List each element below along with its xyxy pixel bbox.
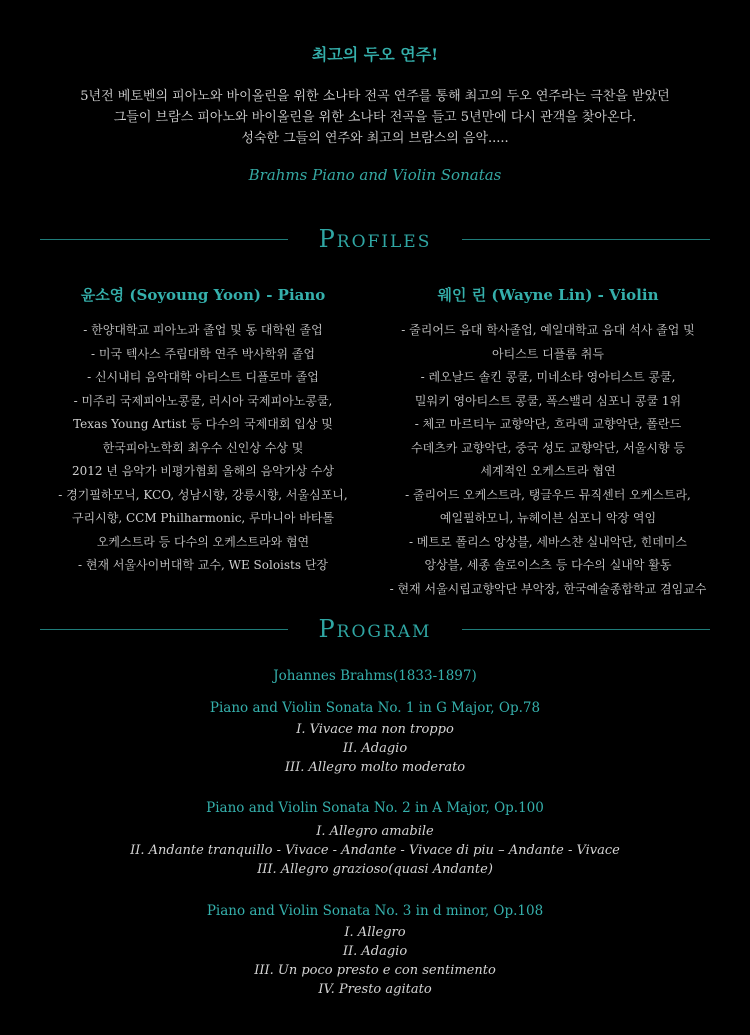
intro-subtitle: Brahms Piano and Violin Sonatas: [248, 166, 502, 184]
profile-item: Texas Young Artist 등 다수의 국제대회 입상 및: [73, 417, 333, 431]
movement: II. Adagio: [342, 741, 408, 756]
intro-title: 최고의 두오 연주!: [311, 45, 439, 64]
profile-item: - 체코 마르티누 교향악단, 흐라덱 교향악단, 폴란드: [414, 417, 682, 431]
profile-item: - 미주리 국제피아노콩쿨, 러시아 국제피아노콩쿨,: [73, 393, 333, 408]
composer: Johannes Brahms(1833-1897): [273, 668, 477, 684]
profile-violin-name: 웨인 린 (Wayne Lin) - Violin: [437, 286, 659, 304]
movement: III. Un poco presto e con sentimento: [254, 963, 496, 978]
divider-line: [40, 239, 288, 240]
profile-item: 아티스트 디플롬 취득: [492, 346, 604, 361]
intro-paragraph: [0, 86, 750, 149]
profile-violin: [378, 284, 718, 601]
intro-line: 그들이 브람스 피아노와 바이올린을 위한 소나타 전곡을 들고 5년만에 다시 관객을 찾아온다.: [113, 110, 637, 125]
divider-line: [40, 629, 288, 630]
profile-item: 2012 년 음악가 비평가협회 올해의 음악가상 수상: [71, 464, 335, 478]
sonata-title: Piano and Violin Sonata No. 3 in d minor, Op.108: [206, 903, 544, 919]
profile-item: - 메트로 폴리스 앙상블, 세바스챤 실내악단, 힌데미스: [408, 534, 687, 549]
intro-line: 성숙한 그들의 연주와 최고의 브람스의 음악.....: [241, 131, 509, 146]
movement: II. Adagio: [342, 944, 408, 959]
movement: III. Allegro grazioso(quasi Andante): [257, 862, 493, 877]
sonata-title: Piano and Violin Sonata No. 1 in G Major, Op.78: [209, 700, 541, 716]
profile-item: - 레오날드 솔킨 콩쿨, 미네소타 영아티스트 콩쿨,: [420, 370, 676, 384]
movement: I. Allegro amabile: [316, 824, 434, 839]
movement: I. Allegro: [344, 925, 406, 940]
profile-item: - 미국 텍사스 주립대학 연주 박사학위 졸업: [90, 346, 315, 361]
profile-item: 세계적인 오케스트라 협연: [480, 464, 616, 478]
program-heading: [0, 614, 750, 644]
profile-item: 오케스트라 등 다수의 오케스트라와 협연: [96, 534, 310, 549]
intro-line: 5년전 베토벤의 피아노와 바이올린을 위한 소나타 전곡 연주를 통해 최고의 두오 연주라는 극찬을 받았던: [80, 89, 670, 104]
profile-item: 앙상블, 세종 솔로이스츠 등 다수의 실내악 활동: [424, 558, 672, 572]
sonata-title: Piano and Violin Sonata No. 2 in A Major, Op.100: [206, 800, 544, 816]
profile-item: - 현재 서울시립교향악단 부악장, 한국예술종합학교 겸임교수: [389, 581, 707, 596]
profile-piano-list: [33, 319, 373, 578]
profile-violin-list: [378, 319, 718, 601]
profile-item: - 줄리어드 음대 학사졸업, 예일대학교 음대 석사 졸업 및: [401, 323, 695, 337]
sonata-block: [0, 700, 750, 777]
profiles-heading: [0, 224, 750, 254]
profiles-heading-label: Profiles: [318, 225, 432, 253]
movement: III. Allegro molto moderato: [284, 760, 466, 775]
profile-item: 구리시향, CCM Philharmonic, 루마니아 바타톨: [71, 511, 335, 525]
profile-item: - 경기필하모닉, KCO, 성남시향, 강릉시향, 서울심포니,: [58, 487, 348, 502]
movement: I. Vivace ma non troppo: [296, 722, 454, 737]
sonata-block: [0, 903, 750, 999]
profile-item: - 한양대학교 피아노과 졸업 및 동 대학원 졸업: [83, 323, 323, 337]
profile-item: 예일필하모니, 뉴헤이븐 심포니 악장 역임: [439, 511, 657, 525]
profile-item: - 현재 서울사이버대학 교수, WE Soloists 단장: [77, 558, 329, 572]
profile-piano: [33, 284, 373, 578]
profile-piano-name: 윤소영 (Soyoung Yoon) - Piano: [80, 286, 326, 304]
profile-item: 수데츠카 교향악단, 중국 성도 교향악단, 서울시향 등: [411, 440, 685, 455]
divider-line: [462, 239, 710, 240]
movement: IV. Presto agitato: [318, 982, 432, 997]
profile-item: - 신시내티 음악대학 아티스트 디플로마 졸업: [87, 370, 319, 384]
profile-item: 밀워키 영아티스트 콩쿨, 폭스밸리 심포니 콩쿨 1위: [414, 393, 682, 408]
movement: II. Andante tranquillo - Vivace - Andante - Vivace di piu – Andante - Vivace: [130, 843, 620, 858]
profile-item: - 줄리어드 오케스트라, 탱글우드 뮤직센터 오케스트라,: [405, 487, 691, 502]
sonata-block: [0, 800, 750, 879]
program-heading-label: Program: [318, 615, 432, 643]
divider-line: [462, 629, 710, 630]
profile-item: 한국피아노학회 최우수 신인상 수상 및: [102, 440, 304, 455]
